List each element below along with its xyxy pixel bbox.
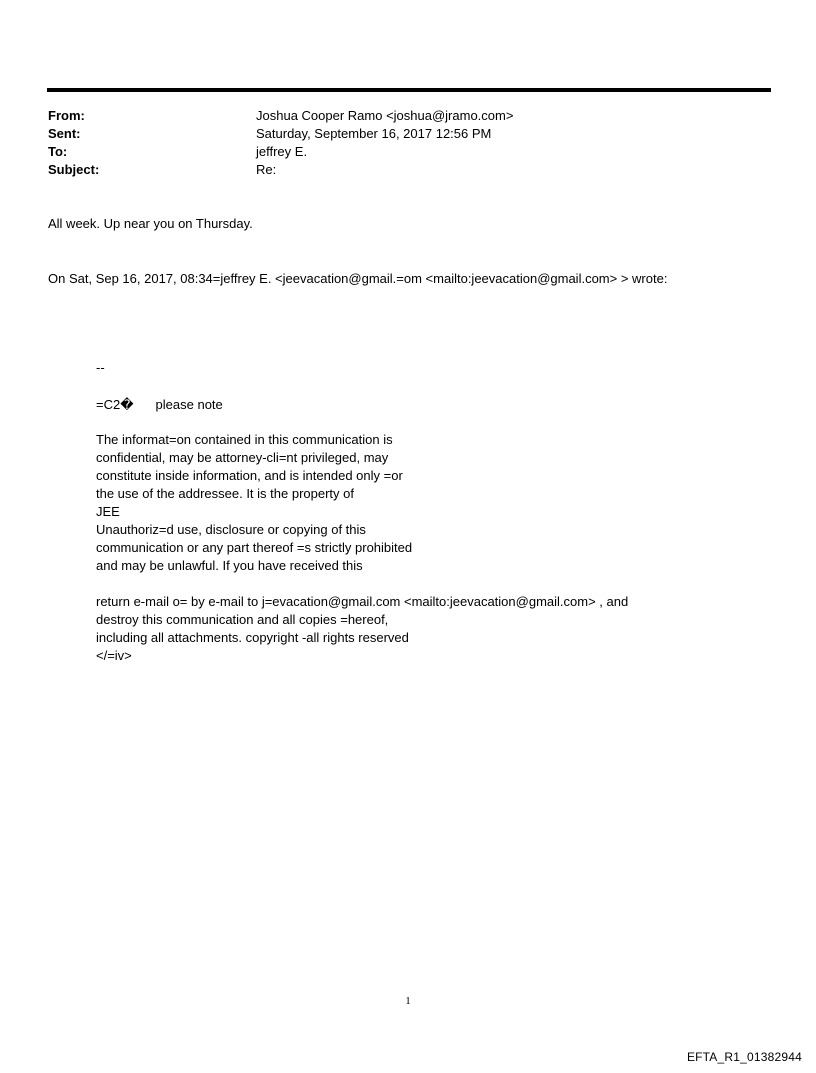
disclaimer-paragraph-1 bbox=[96, 431, 412, 575]
note-text: please note bbox=[155, 397, 223, 412]
to-row bbox=[48, 143, 513, 161]
disclaimer-line: JEE bbox=[96, 504, 120, 519]
document-id: EFTA_R1_01382944 bbox=[686, 1050, 802, 1064]
disclaimer-line: the use of the addressee. It is the property of bbox=[96, 486, 354, 501]
from-label: From: bbox=[48, 108, 85, 123]
email-header bbox=[48, 107, 513, 179]
disclaimer-line: destroy this communication and all copies =hereof, bbox=[96, 612, 389, 627]
disclaimer-line: communication or any part thereof =s strictly prohibited bbox=[96, 540, 413, 555]
sent-row bbox=[48, 125, 513, 143]
from-value: Joshua Cooper Ramo <joshua@jramo.com> bbox=[256, 108, 514, 123]
quote-attribution: On Sat, Sep 16, 2017, 08:34=jeffrey E. <jeevacation@gmail.=om <mailto:jeevacation@gmail.com> > wrote: bbox=[48, 271, 668, 286]
disclaimer-paragraph-2 bbox=[96, 593, 628, 665]
disclaimer-line: return e-mail o= by e-mail to j=evacation@gmail.com <mailto:jeevacation@gmail.com> , and bbox=[96, 594, 629, 609]
subject-row bbox=[48, 161, 513, 179]
page-number: 1 bbox=[405, 995, 411, 1007]
header-divider bbox=[47, 88, 771, 92]
subject-value: Re: bbox=[256, 162, 277, 177]
note-line bbox=[96, 396, 223, 414]
sent-label: Sent: bbox=[48, 126, 81, 141]
disclaimer-line: The informat=on contained in this communication is bbox=[96, 432, 393, 447]
disclaimer-line: constitute inside information, and is intended only =or bbox=[96, 468, 403, 483]
disclaimer-line: Unauthoriz=d use, disclosure or copying of this bbox=[96, 522, 366, 537]
disclaimer-line: confidential, may be attorney-cli=nt privileged, may bbox=[96, 450, 389, 465]
reply-text: All week. Up near you on Thursday. bbox=[48, 216, 253, 231]
note-prefix: =C2� bbox=[96, 397, 134, 412]
disclaimer-line: and may be unlawful. If you have received this bbox=[96, 558, 363, 573]
sent-value: Saturday, September 16, 2017 12:56 PM bbox=[256, 126, 492, 141]
subject-label: Subject: bbox=[48, 162, 100, 177]
from-row bbox=[48, 107, 513, 125]
disclaimer-line: </=iv> bbox=[96, 648, 132, 663]
to-value: jeffrey E. bbox=[256, 144, 308, 159]
disclaimer-line: including all attachments. copyright -all rights reserved bbox=[96, 630, 409, 645]
signature-separator: -- bbox=[96, 360, 105, 375]
to-label: To: bbox=[48, 144, 68, 159]
